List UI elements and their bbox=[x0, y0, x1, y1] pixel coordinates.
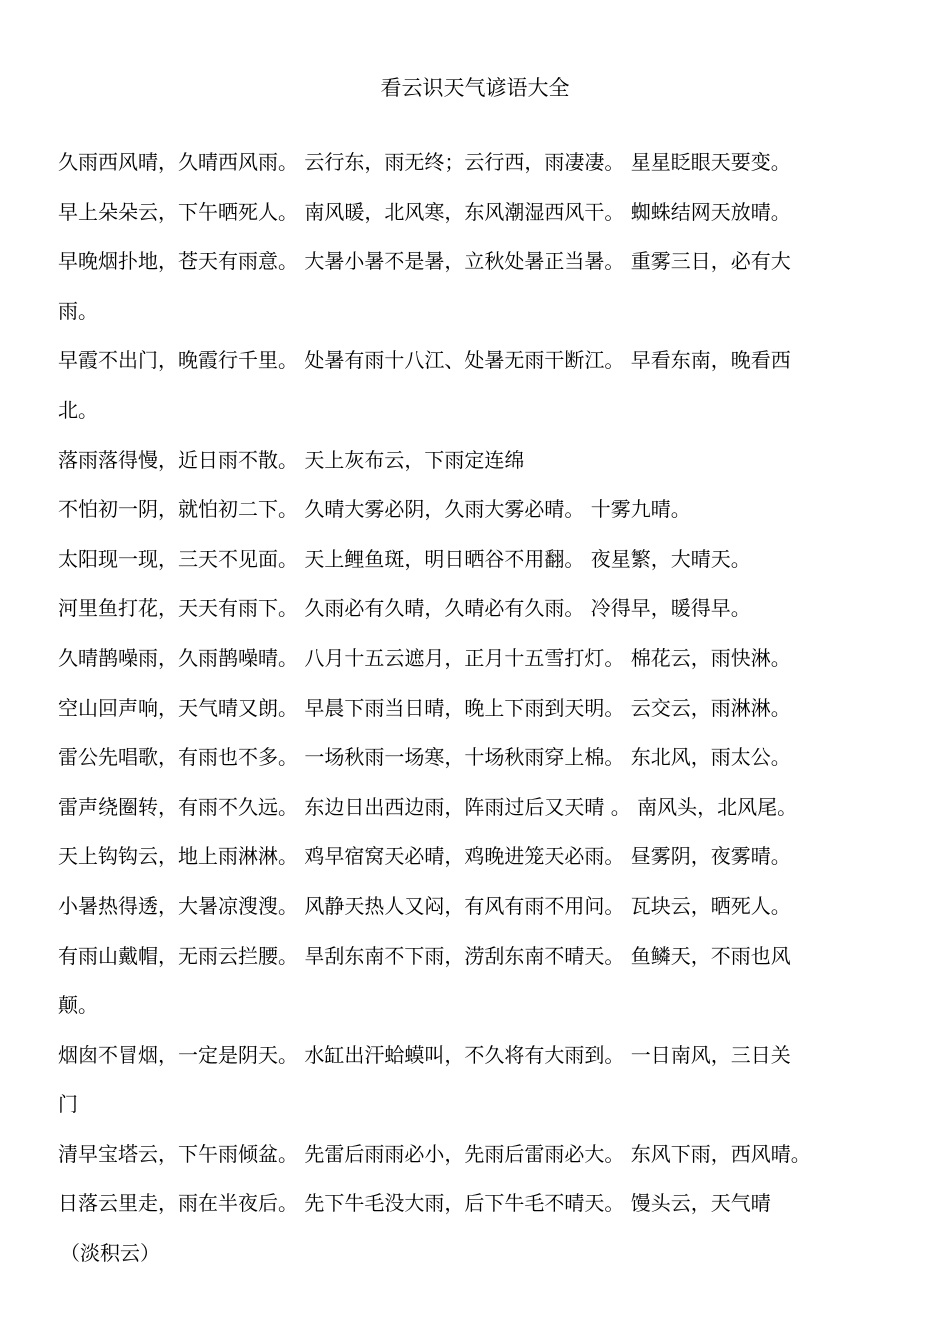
proverb-line: 烟囱不冒烟，一定是阴天。 水缸出汗蛤蟆叫，不久将有大雨到。 一日南风，三日关 bbox=[58, 1042, 791, 1067]
proverb-line: 雷公先唱歌，有雨也不多。 一场秋雨一场寒，十场秋雨穿上棉。 东北风，雨太公。 bbox=[58, 745, 791, 770]
proverb-line: （淡积云） bbox=[60, 1241, 160, 1266]
proverb-line: 颠。 bbox=[58, 993, 98, 1018]
proverb-line: 河里鱼打花，天天有雨下。 久雨必有久晴，久晴必有久雨。 冷得早，暖得早。 bbox=[58, 596, 751, 621]
proverb-line: 雨。 bbox=[58, 298, 98, 323]
proverb-line: 早上朵朵云，下午晒死人。 南风暖，北风寒，东风潮湿西风干。 蜘蛛结网天放晴。 bbox=[58, 199, 791, 224]
proverb-line: 天上钩钩云，地上雨淋淋。 鸡早宿窝天必晴，鸡晚进笼天必雨。 昼雾阴，夜雾晴。 bbox=[58, 844, 791, 869]
proverb-line: 空山回声响，天气晴又朗。 早晨下雨当日晴，晚上下雨到天明。 云交云，雨淋淋。 bbox=[58, 695, 791, 720]
proverb-line: 清早宝塔云，下午雨倾盆。 先雷后雨雨必小，先雨后雷雨必大。 东风下雨，西风晴。 bbox=[58, 1141, 811, 1166]
proverb-line: 小暑热得透，大暑凉溲溲。 风静天热人又闷，有风有雨不用问。 瓦块云，晒死人。 bbox=[58, 893, 791, 918]
proverb-line: 久雨西风晴，久晴西风雨。 云行东，雨无终；云行西，雨凄凄。 星星眨眼天要变。 bbox=[58, 150, 791, 174]
proverb-line: 日落云里走，雨在半夜后。 先下牛毛没大雨，后下牛毛不晴天。 馒头云，天气晴 bbox=[58, 1191, 771, 1216]
proverb-line: 有雨山戴帽，无雨云拦腰。 旱刮东南不下雨，涝刮东南不晴天。 鱼鳞天，不雨也风 bbox=[58, 943, 791, 968]
proverb-line: 北。 bbox=[58, 397, 98, 422]
proverb-list bbox=[58, 138, 908, 1279]
proverb-line: 早晚烟扑地，苍天有雨意。 大暑小暑不是暑，立秋处暑正当暑。 重雾三日，必有大 bbox=[58, 249, 791, 274]
proverb-line: 不怕初一阴，就怕初二下。 久晴大雾必阴，久雨大雾必晴。 十雾九晴。 bbox=[58, 497, 691, 522]
proverb-line: 门 bbox=[58, 1092, 78, 1117]
proverb-line: 落雨落得慢，近日雨不散。 天上灰布云，下雨定连绵 bbox=[58, 447, 525, 472]
proverb-line: 早霞不出门，晚霞行千里。 处暑有雨十八江、处暑无雨干断江。 早看东南，晚看西 bbox=[58, 348, 791, 373]
proverb-line: 太阳现一现，三天不见面。 天上鲤鱼斑，明日晒谷不用翻。 夜星繁，大晴天。 bbox=[58, 546, 751, 571]
document-title: 看云识天气谚语大全 bbox=[380, 76, 570, 100]
proverb-line: 雷声绕圈转，有雨不久远。 东边日出西边雨，阵雨过后又天晴 。 南风头，北风尾。 bbox=[58, 794, 798, 819]
proverb-line: 久晴鹊噪雨，久雨鹊噪晴。 八月十五云遮月，正月十五雪打灯。 棉花云，雨快淋。 bbox=[58, 645, 791, 670]
